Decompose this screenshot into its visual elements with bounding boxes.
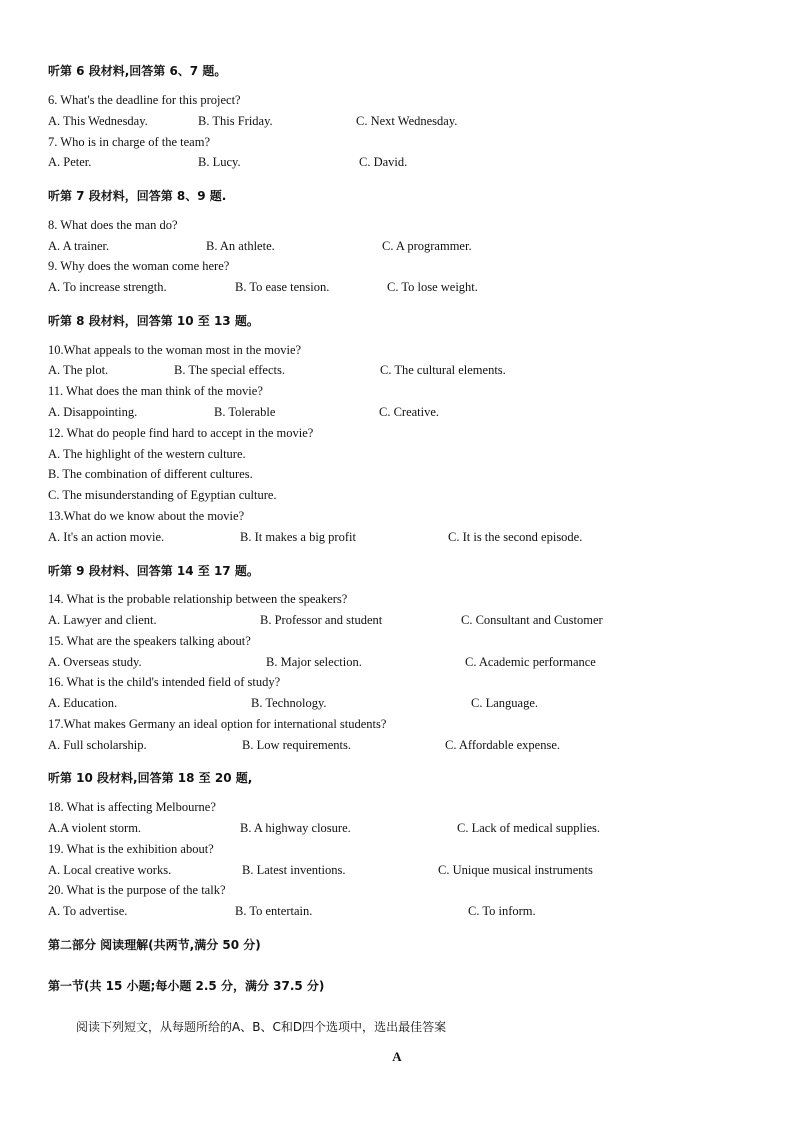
question-7: 7. Who is in charge of the team? — [48, 135, 210, 149]
question-17: 17.What makes Germany an ideal option for international students? — [48, 717, 387, 731]
option-a: A. The highlight of the western culture. — [48, 447, 246, 461]
options-row-13 — [0, 530, 794, 548]
options-row-14 — [0, 613, 794, 631]
options-row-18 — [0, 821, 794, 839]
option-c: C. Creative. — [379, 405, 440, 419]
section-heading-7: 听第 7 段材料，回答第 8、9 题. — [48, 189, 227, 203]
option-a: A.A violent storm. — [48, 821, 142, 835]
option-b: B. Professor and student — [260, 613, 383, 627]
option-a: A. Education. — [48, 696, 118, 710]
options-row-9 — [0, 280, 794, 298]
option-c: C. Consultant and Customer — [461, 613, 603, 627]
options-row-11 — [0, 405, 794, 423]
option-a: A. Disappointing. — [48, 405, 138, 419]
option-b: B. To entertain. — [235, 904, 313, 918]
option-b: B. The special effects. — [174, 363, 285, 377]
option-b: B. Low requirements. — [242, 738, 352, 752]
option-c: C. Next Wednesday. — [356, 114, 458, 128]
question-20: 20. What is the purpose of the talk? — [48, 883, 226, 897]
option-b: B. Major selection. — [266, 655, 362, 669]
option-c: C. Unique musical instruments — [438, 863, 593, 877]
options-row-15 — [0, 655, 794, 673]
option-b: B. A highway closure. — [240, 821, 351, 835]
options-row-16 — [0, 696, 794, 714]
option-c: C. To lose weight. — [387, 280, 478, 294]
option-a: A. This Wednesday. — [48, 114, 148, 128]
options-row-7 — [0, 155, 794, 173]
option-a: A. Lawyer and client. — [48, 613, 157, 627]
question-16: 16. What is the child's intended field of study? — [48, 675, 281, 689]
question-18: 18. What is affecting Melbourne? — [48, 800, 216, 814]
option-b: B. Technology. — [251, 696, 327, 710]
option-c: C. It is the second episode. — [448, 530, 583, 544]
question-15: 15. What are the speakers talking about? — [48, 634, 251, 648]
question-9: 9. Why does the woman come here? — [48, 259, 230, 273]
options-row-19 — [0, 863, 794, 881]
section-heading-10: 听第 10 段材料,回答第 18 至 20 题, — [48, 771, 253, 785]
option-c: C. To inform. — [468, 904, 536, 918]
option-b: B. To ease tension. — [235, 280, 330, 294]
option-c: C. Academic performance — [465, 655, 596, 669]
section-heading-9: 听第 9 段材料、回答第 14 至 17 题。 — [48, 564, 259, 578]
options-row-17 — [0, 738, 794, 756]
option-a: A. Peter. — [48, 155, 92, 169]
option-c: C. A programmer. — [382, 239, 472, 253]
option-a: A. Full scholarship. — [48, 738, 147, 752]
option-a: A. A trainer. — [48, 239, 110, 253]
option-b: B. This Friday. — [198, 114, 273, 128]
option-a: A. To advertise. — [48, 904, 128, 918]
section-heading-6: 听第 6 段材料,回答第 6、7 题。 — [48, 64, 227, 78]
reading-instruction: 阅读下列短文，从每题所给的A、B、C和D四个选项中，选出最佳答案 — [76, 1020, 447, 1034]
option-b: B. Latest inventions. — [242, 863, 346, 877]
option-b: B. An athlete. — [206, 239, 275, 253]
question-10: 10.What appeals to the woman most in the movie? — [48, 343, 302, 357]
option-c: C. David. — [359, 155, 408, 169]
part-two-heading: 第二部分 阅读理解(共两节,满分 50 分) — [48, 938, 261, 952]
option-c: C. The cultural elements. — [380, 363, 506, 377]
option-c: C. Language. — [471, 696, 538, 710]
option-b: B. Lucy. — [198, 155, 241, 169]
option-c: C. Lack of medical supplies. — [457, 821, 601, 835]
question-6: 6. What's the deadline for this project? — [48, 93, 241, 107]
option-a: A. Overseas study. — [48, 655, 142, 669]
option-c: C. The misunderstanding of Egyptian culture. — [48, 488, 277, 502]
question-14: 14. What is the probable relationship between the speakers? — [48, 592, 348, 606]
option-a: A. It's an action movie. — [48, 530, 165, 544]
option-b: B. Tolerable — [214, 405, 276, 419]
question-12: 12. What do people find hard to accept in the movie? — [48, 426, 314, 440]
options-row-10 — [0, 363, 794, 381]
question-11: 11. What does the man think of the movie? — [48, 384, 263, 398]
section-heading-8: 听第 8 段材料，回答第 10 至 13 题。 — [48, 314, 259, 328]
option-c: C. Affordable expense. — [445, 738, 561, 752]
question-13: 13.What do we know about the movie? — [48, 509, 245, 523]
passage-label: A — [392, 1049, 402, 1064]
options-row-6 — [0, 114, 794, 132]
option-b: B. It makes a big profit — [240, 530, 356, 544]
question-19: 19. What is the exhibition about? — [48, 842, 214, 856]
option-a: A. Local creative works. — [48, 863, 172, 877]
part-two-section-one: 第一节(共 15 小题;每小题 2.5 分，满分 37.5 分) — [48, 979, 325, 993]
options-row-8 — [0, 239, 794, 257]
options-row-20 — [0, 904, 794, 922]
question-8: 8. What does the man do? — [48, 218, 178, 232]
option-b: B. The combination of different cultures. — [48, 467, 253, 481]
option-a: A. To increase strength. — [48, 280, 167, 294]
option-a: A. The plot. — [48, 363, 109, 377]
